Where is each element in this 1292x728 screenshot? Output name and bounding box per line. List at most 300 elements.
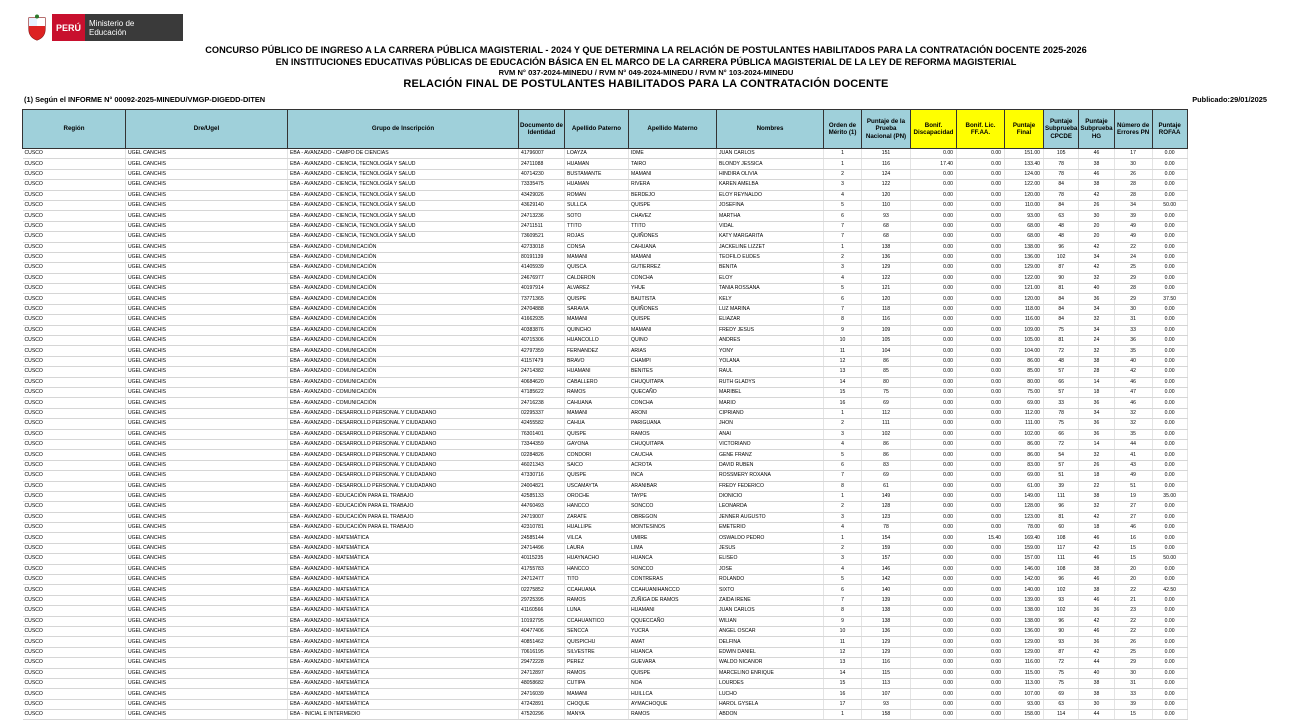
table-cell: 75 [862,387,911,397]
table-cell: 42733018 [519,242,565,252]
table-cell: 0.00 [911,315,957,325]
table-cell: 0.00 [911,325,957,335]
table-cell: 138.00 [1005,242,1044,252]
table-cell: 73335475 [519,180,565,190]
table-cell: UGEL CANCHIS [126,398,288,408]
table-cell: QUIÑONES [629,232,717,242]
table-cell: 102 [862,429,911,439]
table-cell: LUCHO [717,689,824,699]
table-cell: 0.00 [1152,637,1187,647]
table-row [23,159,1188,169]
table-cell: EBA - AVANZADO - DESARROLLO PERSONAL Y CIUDADANO [288,439,519,449]
table-row [23,616,1188,626]
table-cell: 20 [1079,221,1114,231]
table-cell: 0.00 [957,377,1005,387]
table-cell: CUSCO [23,200,126,210]
table-cell: CHUQUITAPA [629,439,717,449]
table-cell: 0.00 [1152,325,1187,335]
table-cell: 0.00 [957,149,1005,159]
table-cell: CONTRERAS [629,575,717,585]
table-cell: UGEL CANCHIS [126,325,288,335]
table-cell: 15 [824,387,862,397]
table-cell: EBA - AVANZADO - MATEMÁTICA [288,543,519,553]
table-cell: 22 [1114,242,1152,252]
table-cell: 0.00 [957,169,1005,179]
table-cell: 14 [824,377,862,387]
table-cell: 15 [1114,543,1152,553]
column-header: Puntaje de la Prueba Nacional (PN) [862,110,911,149]
table-row [23,585,1188,595]
table-cell: 0.00 [911,658,957,668]
table-cell: 138.00 [1005,606,1044,616]
table-cell: 0.00 [911,564,957,574]
table-cell: 0.00 [911,668,957,678]
table-cell: 0.00 [1152,689,1187,699]
table-cell: CCAHUANTICO [565,616,629,626]
table-cell: CUSCO [23,263,126,273]
column-header: Apellido Paterno [565,110,629,149]
table-cell: 0.00 [911,221,957,231]
table-row [23,595,1188,605]
table-cell: 6 [824,585,862,595]
table-cell: 51 [1044,471,1079,481]
table-cell: 0.00 [957,460,1005,470]
table-cell: EBA - AVANZADO - DESARROLLO PERSONAL Y CIUDADANO [288,429,519,439]
table-cell: 29 [1114,658,1152,668]
table-cell: 86 [862,439,911,449]
table-cell: CUSCO [23,325,126,335]
table-cell: TITO [565,575,629,585]
table-row [23,190,1188,200]
table-cell: 120 [862,190,911,200]
table-cell: TEOFILO EUDES [717,252,824,262]
table-cell: CUSCO [23,554,126,564]
table-cell: CUSCO [23,429,126,439]
table-cell: 63 [1044,211,1079,221]
table-cell: 105 [1044,149,1079,159]
table-cell: 151 [862,149,911,159]
table-row [23,543,1188,553]
table-cell: 0.00 [1152,367,1187,377]
table-cell: QUISPICHU [565,637,629,647]
table-cell: 0.00 [1152,252,1187,262]
table-cell: 149.00 [1005,491,1044,501]
table-row [23,533,1188,543]
table-cell: 75 [1044,678,1079,688]
table-cell: 75 [1044,668,1079,678]
table-cell: 0.00 [911,242,957,252]
table-cell: 24714382 [519,367,565,377]
table-cell: ELOY [717,273,824,283]
table-cell: 10 [824,626,862,636]
table-cell: JESUS [717,543,824,553]
table-cell: 24 [1079,336,1114,346]
table-cell: 0.00 [957,502,1005,512]
table-cell: 41157479 [519,356,565,366]
table-cell: 0.00 [911,387,957,397]
table-cell: UGEL CANCHIS [126,159,288,169]
table-cell: CUSCO [23,585,126,595]
table-cell: EBA - AVANZADO - COMUNICACIÓN [288,356,519,366]
table-cell: RAUL [717,367,824,377]
table-cell: UGEL CANCHIS [126,460,288,470]
table-cell: 47520296 [519,710,565,720]
table-cell: 138 [862,606,911,616]
table-cell: 36 [1114,336,1152,346]
table-cell: 0.00 [1152,564,1187,574]
table-cell: 0.00 [911,294,957,304]
table-cell: 48058682 [519,678,565,688]
table-cell: 0.00 [957,190,1005,200]
table-cell: CUSCO [23,543,126,553]
table-cell: 142 [862,575,911,585]
table-cell: 73609521 [519,232,565,242]
table-cell: 0.00 [1152,242,1187,252]
table-cell: 102.00 [1005,429,1044,439]
table-cell: CUSCO [23,367,126,377]
table-row [23,471,1188,481]
table-cell: EBA - AVANZADO - MATEMÁTICA [288,564,519,574]
table-cell: 116 [862,159,911,169]
table-cell: GUEVARA [629,658,717,668]
table-cell: CUSCO [23,626,126,636]
table-cell: LUZ MARINA [717,304,824,314]
table-cell: SONCCO [629,502,717,512]
table-cell: 38 [1079,159,1114,169]
table-cell: MAMANI [565,315,629,325]
table-cell: 10 [824,336,862,346]
table-cell: 46 [1114,523,1152,533]
table-cell: 12 [824,647,862,657]
table-cell: ROSSMERY ROXANA [717,471,824,481]
table-cell: HANCCO [565,564,629,574]
table-cell: UGEL CANCHIS [126,512,288,522]
table-cell: 0.00 [957,273,1005,283]
table-cell: 0.00 [957,367,1005,377]
table-cell: 24712897 [519,668,565,678]
resolutions: RVM N° 037-2024-MINEDU / RVM N° 049-2024-MINEDU / RVM N° 103-2024-MINEDU [498,68,794,77]
table-cell: 118.00 [1005,304,1044,314]
table-cell: 31 [1114,678,1152,688]
table-row [23,315,1188,325]
table-cell: 122.00 [1005,273,1044,283]
table-cell: VILCA [565,533,629,543]
table-cell: LEONARDA [717,502,824,512]
table-cell: VIDAL [717,221,824,231]
table-cell: 02295337 [519,408,565,418]
table-cell: EBA - AVANZADO - CIENCIA, TECNOLOGÍA Y SALUD [288,169,519,179]
table-cell: 40115235 [519,554,565,564]
table-cell: 26 [1079,460,1114,470]
table-cell: 158 [862,710,911,720]
table-cell: 46 [1079,554,1114,564]
table-cell: 36 [1079,419,1114,429]
table-cell: 47185622 [519,387,565,397]
table-cell: 124.00 [1005,169,1044,179]
table-cell: 123.00 [1005,512,1044,522]
table-cell: 72 [1044,346,1079,356]
table-cell: YONY [717,346,824,356]
table-cell: 0.00 [957,481,1005,491]
table-cell: EBA - AVANZADO - CAMPO DE CIENCIAS [288,149,519,159]
table-cell: UGEL CANCHIS [126,419,288,429]
table-cell: 0.00 [911,169,957,179]
table-cell: 146.00 [1005,564,1044,574]
table-row [23,450,1188,460]
table-cell: CUSCO [23,273,126,283]
table-cell: YOLANA [717,356,824,366]
table-cell: EBA - AVANZADO - DESARROLLO PERSONAL Y CIUDADANO [288,481,519,491]
table-cell: 0.00 [1152,616,1187,626]
table-cell: 42 [1079,242,1114,252]
table-cell: 0.00 [957,699,1005,709]
table-cell: 96 [1044,502,1079,512]
table-cell: SOTO [565,211,629,221]
table-row [23,523,1188,533]
table-cell: 46 [1114,398,1152,408]
table-cell: 38 [1079,678,1114,688]
table-cell: UGEL CANCHIS [126,616,288,626]
table-cell: 123 [862,512,911,522]
table-cell: 93 [862,211,911,221]
table-cell: UGEL CANCHIS [126,450,288,460]
table-cell: 0.00 [957,439,1005,449]
table-cell: UGEL CANCHIS [126,336,288,346]
table-cell: 0.00 [1152,336,1187,346]
table-cell: IDME [629,149,717,159]
table-cell: 32 [1114,408,1152,418]
table-cell: UGEL CANCHIS [126,606,288,616]
table-cell: CHUQUITAPA [629,377,717,387]
table-cell: 96 [1044,242,1079,252]
table-cell: 7 [824,471,862,481]
table-cell: BENITES [629,367,717,377]
table-cell: 11 [824,637,862,647]
table-row [23,180,1188,190]
table-cell: 42455582 [519,419,565,429]
table-cell: 48 [1044,221,1079,231]
table-cell: 8 [824,606,862,616]
table-cell: UGEL CANCHIS [126,304,288,314]
table-cell: 15 [1114,554,1152,564]
table-cell: QQUECCAÑO [629,616,717,626]
table-cell: 113 [862,678,911,688]
table-cell: 0.00 [957,606,1005,616]
table-cell: QUISPE [565,471,629,481]
table-cell: 0.00 [1152,149,1187,159]
table-row [23,356,1188,366]
table-cell: UGEL CANCHIS [126,180,288,190]
table-cell: 21 [1114,595,1152,605]
table-cell: 102 [1044,252,1079,262]
table-cell: 24711088 [519,159,565,169]
table-cell: 129.00 [1005,637,1044,647]
table-cell: 0.00 [1152,471,1187,481]
table-cell: 93 [862,699,911,709]
table-cell: 0.00 [911,512,957,522]
table-cell: RAMOS [565,668,629,678]
table-cell: 0.00 [911,626,957,636]
table-cell: HUANCOLLO [565,336,629,346]
table-cell: PARIGUANA [629,419,717,429]
table-cell: KAREN AMELBA [717,180,824,190]
table-cell: CUSCO [23,419,126,429]
table-cell: 121 [862,284,911,294]
table-cell: 8 [824,481,862,491]
table-cell: HUANCA [629,647,717,657]
table-cell: 80 [862,377,911,387]
table-row [23,606,1188,616]
table-cell: 149 [862,491,911,501]
table-cell: UGEL CANCHIS [126,523,288,533]
table-cell: 0.00 [911,554,957,564]
table-cell: 0.00 [911,616,957,626]
table-cell: 40197914 [519,284,565,294]
table-cell: UGEL CANCHIS [126,647,288,657]
table-cell: 14 [824,668,862,678]
table-cell: 12 [824,356,862,366]
table-cell: WALDO NICANOR [717,658,824,668]
table-cell: 40 [1114,356,1152,366]
table-cell: 30 [1114,159,1152,169]
table-cell: 7 [824,304,862,314]
table-cell: 4 [824,439,862,449]
logo-ministry: Ministerio de Educación [85,14,183,41]
table-cell: UGEL CANCHIS [126,491,288,501]
table-cell: EBA - AVANZADO - EDUCACIÓN PARA EL TRABAJO [288,502,519,512]
column-header: Número de Errores PN [1114,110,1152,149]
table-cell: 0.00 [911,460,957,470]
table-cell: 0.00 [957,647,1005,657]
table-cell: MARTHA [717,211,824,221]
table-cell: OSWALDO PEDRO [717,533,824,543]
table-cell: 111 [1044,554,1079,564]
table-cell: CHAMPI [629,356,717,366]
table-cell: 0.00 [911,263,957,273]
table-cell: EBA - AVANZADO - MATEMÁTICA [288,533,519,543]
table-cell: 2 [824,169,862,179]
table-cell: 24676977 [519,273,565,283]
table-cell: 3 [824,512,862,522]
table-cell: BLONDY JESSICA [717,159,824,169]
table-row [23,367,1188,377]
table-cell: UGEL CANCHIS [126,315,288,325]
table-cell: ROLANDO [717,575,824,585]
table-cell: 32 [1079,450,1114,460]
logo-country: PERÚ [52,14,85,41]
table-cell: 70616195 [519,647,565,657]
table-cell: 136.00 [1005,626,1044,636]
table-cell: EBA - AVANZADO - COMUNICACIÓN [288,284,519,294]
table-cell: 0.00 [1152,543,1187,553]
table-cell: 26 [1079,200,1114,210]
table-cell: UGEL CANCHIS [126,169,288,179]
table-cell: QUINCHO [565,325,629,335]
table-cell: 0.00 [957,304,1005,314]
table-cell: 46 [1079,575,1114,585]
table-cell: 0.00 [957,221,1005,231]
table-cell: JOSEFINA [717,200,824,210]
table-cell: 0.00 [957,315,1005,325]
table-row [23,512,1188,522]
table-cell: ELIAZAR [717,315,824,325]
table-cell: 0.00 [957,346,1005,356]
table-cell: 151.00 [1005,149,1044,159]
table-cell: 154 [862,533,911,543]
table-cell: TAYPE [629,491,717,501]
table-cell: 0.00 [1152,159,1187,169]
table-cell: 24713236 [519,211,565,221]
table-cell: EBA - AVANZADO - MATEMÁTICA [288,647,519,657]
table-cell: 0.00 [1152,626,1187,636]
table-cell: TAIRO [629,159,717,169]
table-cell: CUSCO [23,481,126,491]
table-cell: 69 [862,471,911,481]
table-cell: 78 [1044,190,1079,200]
table-cell: 7 [824,232,862,242]
table-row [23,678,1188,688]
table-cell: UGEL CANCHIS [126,242,288,252]
table-cell: 129.00 [1005,647,1044,657]
table-cell: HUAMAN [565,159,629,169]
table-cell: 0.00 [1152,450,1187,460]
table-cell: GAYONA [565,439,629,449]
table-cell: 36 [1079,606,1114,616]
table-cell: CUSCO [23,595,126,605]
table-cell: QUISCA [565,263,629,273]
table-cell: 27 [1114,502,1152,512]
table-cell: CUTIPA [565,678,629,688]
table-cell: CHAVEZ [629,211,717,221]
table-row [23,200,1188,210]
table-cell: 0.00 [957,471,1005,481]
table-cell: CUSCO [23,564,126,574]
table-cell: UGEL CANCHIS [126,356,288,366]
table-cell: 96 [1044,616,1079,626]
table-cell: CUSCO [23,491,126,501]
table-cell: 42 [1114,367,1152,377]
table-cell: 6 [824,211,862,221]
table-cell: 20 [1114,575,1152,585]
table-cell: CUSCO [23,398,126,408]
table-cell: 68 [862,232,911,242]
column-header: Nombres [717,110,824,149]
table-cell: 0.00 [911,471,957,481]
table-cell: GUTIERREZ [629,263,717,273]
table-cell: 44 [1114,439,1152,449]
table-cell: 0.00 [1152,284,1187,294]
table-cell: EBA - AVANZADO - MATEMÁTICA [288,637,519,647]
table-cell: 104 [862,346,911,356]
table-cell: 6 [824,460,862,470]
table-cell: EBA - AVANZADO - MATEMÁTICA [288,616,519,626]
table-cell: 20 [1079,232,1114,242]
table-cell: 43629140 [519,200,565,210]
table-cell: UGEL CANCHIS [126,595,288,605]
table-cell: 136 [862,252,911,262]
table-cell: 63 [1044,699,1079,709]
table-cell: 0.00 [911,491,957,501]
table-cell: 0.00 [957,211,1005,221]
table-cell: 39 [1044,481,1079,491]
table-cell: 84 [1044,200,1079,210]
table-cell: 20 [1114,564,1152,574]
table-cell: 118 [862,304,911,314]
table-cell: 38 [1079,585,1114,595]
table-cell: HUAMAN [565,180,629,190]
table-cell: EBA - AVANZADO - DESARROLLO PERSONAL Y CIUDADANO [288,471,519,481]
table-header-row [23,110,1188,149]
